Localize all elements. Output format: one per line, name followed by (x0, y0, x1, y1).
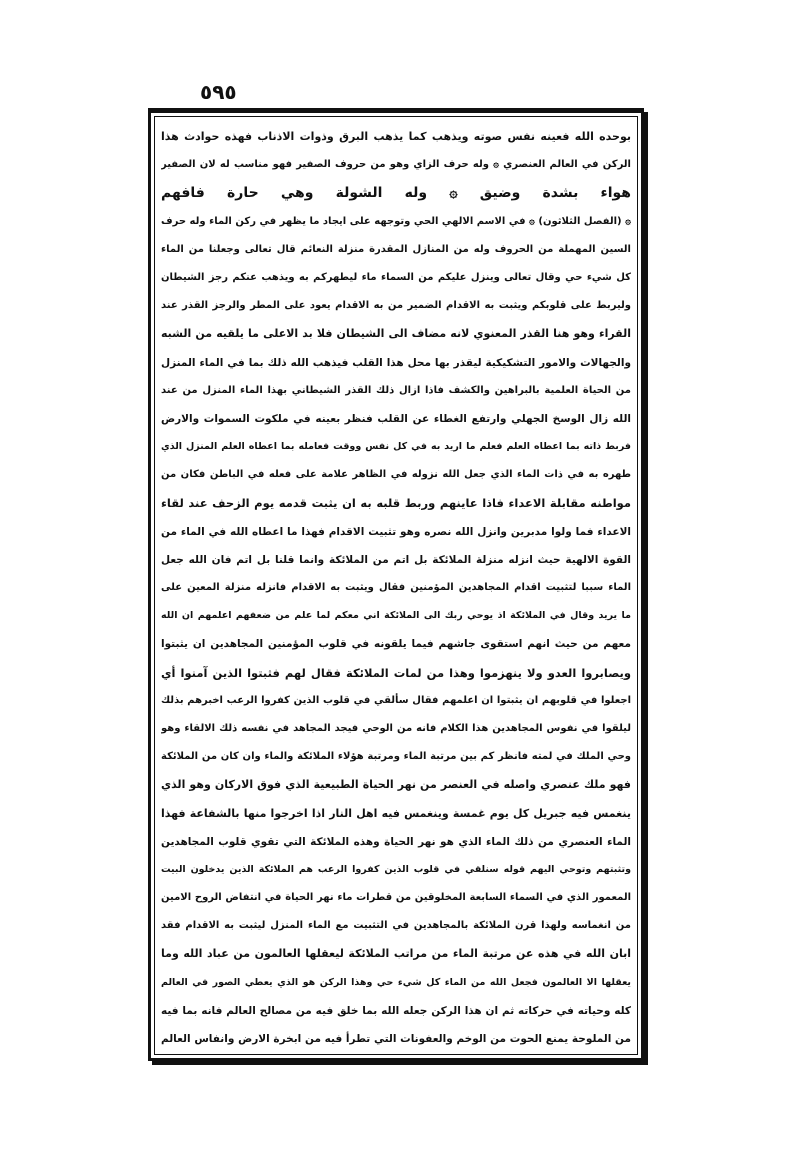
text-line: طهره به في ذات الماء الذي جعل الله نزوله في الظاهر علامة على فعله في الباطن فكان من (161, 469, 631, 481)
text-line: الاعداء فما ولوا مدبرين وانزل الله نصره وهو تثبيت الاقدام فهذا ما اعطاه الله في الماء من (161, 525, 631, 538)
text-line: ينغمس فيه جبريل كل يوم غمسة وينغمس فيه اهل النار اذا اخرجوا منها بالشفاعة فهذا (161, 806, 631, 820)
text-line: ويصابروا العدو ولا ينهزموا وهذا من لمات الملائكة فقال لهم فثبتوا الذين آمنوا أي (161, 665, 631, 680)
text-line: فهو ملك عنصري واصله في العنصر من نهر الحياة الطبيعية الذي فوق الاركان وهو الذي (161, 778, 631, 792)
text-line: ۞ (الفصل الثلاثون) ۞ في الاسم الالهي الحي وتوجهه على ايجاد ما يظهر في ركن الماء وله حرف (161, 215, 631, 227)
text-line: ابان الله في هذه عن مرتبة الماء من مراتب الملائكة ليعقلها العالمون من عباد الله وما (161, 947, 631, 961)
text-line: كله وحياته في حركاته ثم ان هذا الركن جعله الله بما خلق فيه من مصالح العالم فانه بما فيه (161, 1004, 631, 1017)
text-line: ليلقوا في نفوس المجاهدين هذا الكلام فانه من الوحي فيجد المجاهد في نفسه ذلك الالقاء وهو (161, 722, 631, 734)
text-line: ما يريد وقال في الملائكة اذ يوحي ربك الى الملائكة اني معكم لما علم من ضعفهم اعلمهم ان الله (161, 610, 631, 622)
page-number: ٥٩٥ (200, 80, 237, 104)
text-line: من الحياة العلمية بالبراهين والكشف فاذا ازال ذلك القذر الشيطاني بهذا الماء المنزل من عند (161, 384, 631, 396)
text-line: القراء وهو هنا القذر المعنوي لانه مضاف الى الشيطان فلا بد الاعلى ما يلقيه من الشبه (161, 327, 631, 341)
text-line: القوة الالهية حيث انزله منزلة الملائكة بل اتم من الملائكة وانما قلنا بل اتم فان الله جعل (161, 553, 631, 566)
text-line: مواطنه مقابلة الاعداء فاذا عاينهم وربط قلبه به ان يثبت قدمه يوم الزحف عند لقاء (161, 496, 631, 511)
body-text (154, 116, 638, 1055)
text-line: وليربط على قلوبكم ويثبت به الاقدام الضمير من به الاقدام يعود على المطر والرجز القذر عند (161, 300, 631, 312)
text-line: معهم من حيث انهم استقوى جاشهم فيما يلقونه في قلوب المؤمنين المجاهدين ان يثبتوا (161, 638, 631, 651)
text-line: بوحده الله فعينه نفس صوته ويذهب كما يذهب البرق وذوات الاذناب فهذه حوادث هذا (161, 130, 631, 143)
text-line: والجهالات والامور التشكيكية ليقذر بها محل هذا القلب فيذهب الله ذلك بما في الماء المنزل (161, 356, 631, 369)
text-line: فربط ذاته بما اعطاه العلم فعلم ما اريد به في كل نفس ووقت فعامله بما اعطاه العلم المنزل الذي (161, 441, 631, 453)
text-line: وتثبتهم وتوحي اليهم قوله سنلقي في قلوب الذين كفروا الرعب هم الملائكة الذين يدخلون البيت (161, 863, 631, 875)
text-line: المعمور الذي في السماء السابعة المخلوقين من قطرات ماء نهر الحياة في انتفاض الروح الامين (161, 892, 631, 904)
text-line: يعقلها الا العالمون فجعل الله من الماء كل شيء حي وهذا الركن هو الذي يعطي الصور في العالم (161, 976, 631, 988)
text-frame (148, 108, 644, 1061)
text-line: كل شيء حي وقال تعالى وينزل عليكم من السماء ماء ليطهركم به ويذهب عنكم رجز الشيطان (161, 271, 631, 283)
text-line: الركن في العالم العنصري ۞ وله حرف الزاي وهو من حروف الصفير فهو مناسب له لان الصفير (161, 159, 631, 171)
text-line: هواء بشدة وضيق ۞ وله الشولة وهي حارة فافهم (161, 185, 631, 202)
text-line: الله زال الوسخ الجهلي وارتفع الغطاء عن القلب فنظر بعينه في ملكوت السموات والارض (161, 412, 631, 425)
text-line: من الملوحة يمنع الحوت من الوخم والعفونات التي تطرأ فيه من ابخرة الارض وانفاس العالم (161, 1033, 631, 1045)
text-line: من انغماسه ولهذا قرن الملائكة بالمجاهدين في التثبيت مع الماء المنزل ليثبت به الاقدام فقد (161, 920, 631, 932)
text-line: الماء العنصري من ذلك الماء الذي هو نهر الحياة وهذه الملائكة التي تقوي قلوب المجاهدين (161, 835, 631, 848)
text-line: الماء سببا لتثبيت اقدام المجاهدين المؤمنين فقال ويثبت به الاقدام فانزله منزلة المعين على (161, 582, 631, 593)
text-line: وحي الملك في لمته فانظر كم بين مرتبة الماء ومرتبة هؤلاء الملائكة والماء وان كان من الملائكة (161, 751, 631, 763)
text-line: السين المهملة من الحروف وله من المنازل المقدرة منزلة النعائم قال تعالى وجعلنا من الماء (161, 243, 631, 255)
text-line: اجعلوا في قلوبهم ان يثبتوا ان اعلمهم فقال سألقي في قلوب الذين كفروا الرعب اخبرهم بذلك (161, 694, 631, 706)
